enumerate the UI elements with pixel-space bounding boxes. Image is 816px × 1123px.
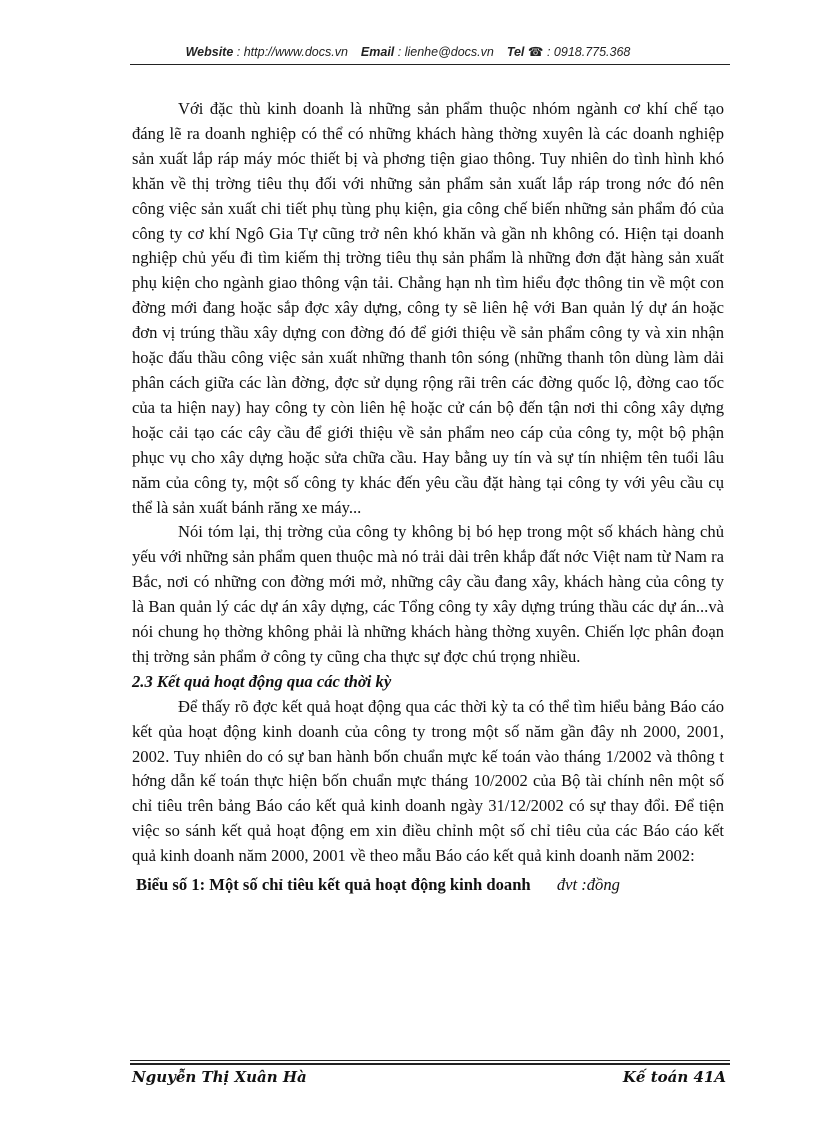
page-header — [0, 44, 816, 59]
table-title-text: Biểu số 1: Một số chỉ tiêu kết quả hoạt động kinh doanh — [136, 875, 531, 895]
page-footer — [130, 1068, 730, 1092]
footer-class: Kế toán 41A — [622, 1068, 726, 1086]
section-heading: 2.3 Kết quả hoạt động qua các thời kỳ — [132, 671, 392, 691]
table-unit: đvt :đồng — [556, 875, 620, 895]
document-body — [132, 97, 724, 898]
phone-icon: ☎ — [527, 45, 544, 59]
tel-value: : 0918.775.368 — [546, 45, 631, 59]
paragraph-2: Nói tóm lại, thị trờng của công ty không bị bó hẹp trong một số khách hàng chủ yếu với những sản phẩm quen thuộc mà nó trải dài trên khắp đất nớc Việt nam từ Nam ra Bắc, nơi có những con đờng mới mở, những cây cầu đang xây, khách hàng của công ty là Ban quản lý các dự án xây dựng, các Tổng công ty xây dựng trúng thầu các dự án...và nói chung họ thờng không phải là những khách hàng thờng xuyên. Chiến lợc phân đoạn thị trờng sản phẩm ở công ty cũng cha thực sự đợc chú trọng nhiều. — [132, 522, 724, 666]
tel-label: Tel — [506, 45, 525, 59]
header-divider — [130, 64, 730, 65]
section-paragraph: Để thấy rõ đợc kết quả hoạt động qua các thời kỳ ta có thể tìm hiểu bảng Báo cáo kết qủa hoạt động kinh doanh của công ty trong một số năm gần đây nh 2000, 2001, 2002. Tuy nhiên do có sự ban hành bốn chuẩn mực kế toán vào tháng 1/2002 và thông t hớng dẫn kế toán thực hiện bốn chuẩn mực tháng 10/2002 của Bộ tài chính nên một số chỉ tiêu trên bảng Báo cáo kết quả kinh doanh ngày 31/12/2002 có sự thay đổi. Để tiện việc so sánh kết quả hoạt động em xin điều chỉnh một số chỉ tiêu của các Báo cáo kết quả kinh doanh năm 2000, 2001 về theo mẫu Báo cáo kết quả kinh doanh năm 2002: — [132, 696, 724, 866]
email-label: Email — [360, 45, 395, 59]
footer-divider-thin — [130, 1060, 730, 1061]
table-title — [136, 873, 724, 898]
email-value[interactable]: : lienhe@docs.vn — [397, 45, 494, 59]
website-value[interactable]: : http://www.docs.vn — [236, 45, 348, 59]
paragraph-1: Với đặc thù kinh doanh là những sản phẩm thuộc nhóm ngành cơ khí chế tạo đáng lẽ ra doanh nghiệp có thể có những khách hàng thờng xuyên là các doanh nghiệp sản xuất lắp ráp máy móc thiết bị và phơng tiện giao thông. Tuy nhiên do tình hình khó khăn về thị trờng tiêu thụ đối với những sản phẩm sản xuất lắp ráp trong nớc đó nên công việc sản xuất chi tiết phụ tùng phụ kiện, gia công chế biến những sản phẩm đó của công ty cơ khí Ngô Gia Tự cũng trở nên khó khăn và gần nh không có. Hiện tại doanh nghiệp chủ yếu đi tìm kiếm thị trờng tiêu thụ sản phẩm là những đơn đặt hàng sản xuất phụ kiện cho ngành giao thông vận tải. Chẳng hạn nh tìm hiểu đợc thông tin về một con đờng mới đang hoặc sắp đợc xây dựng, công ty sẽ liên hệ với Ban quản lý dự án hoặc đơn vị trúng thầu xây dựng con đờng đó để giới thiệu về sản phẩm công ty và xin nhận hoặc đấu thầu công việc sản xuất những thanh tôn sóng (những thanh tôn dùng làm dải phân cách giữa các làn đờng, đợc sử dụng rộng rãi trên các đờng quốc lộ, đờng cao tốc của ta hiện nay) hay công ty còn liên hệ hoặc cử cán bộ đến tận nơi thi công xây dựng hoặc cải tạo các cây cầu để giới thiệu về sản phẩm neo cáp của công ty, một bộ phận phục vụ cho xây dựng hoặc sửa chữa cầu. Hay bằng uy tín và sự tín nhiệm tên tuổi lâu năm của công ty, một số công ty khác đến yêu cầu đặt hàng tại công ty với yêu cầu cụ thể là sản xuất bánh răng xe máy... — [132, 99, 724, 517]
footer-author: Nguyễn Thị Xuân Hà — [132, 1068, 307, 1086]
website-label: Website — [185, 45, 234, 59]
footer-divider-thick — [130, 1063, 730, 1065]
